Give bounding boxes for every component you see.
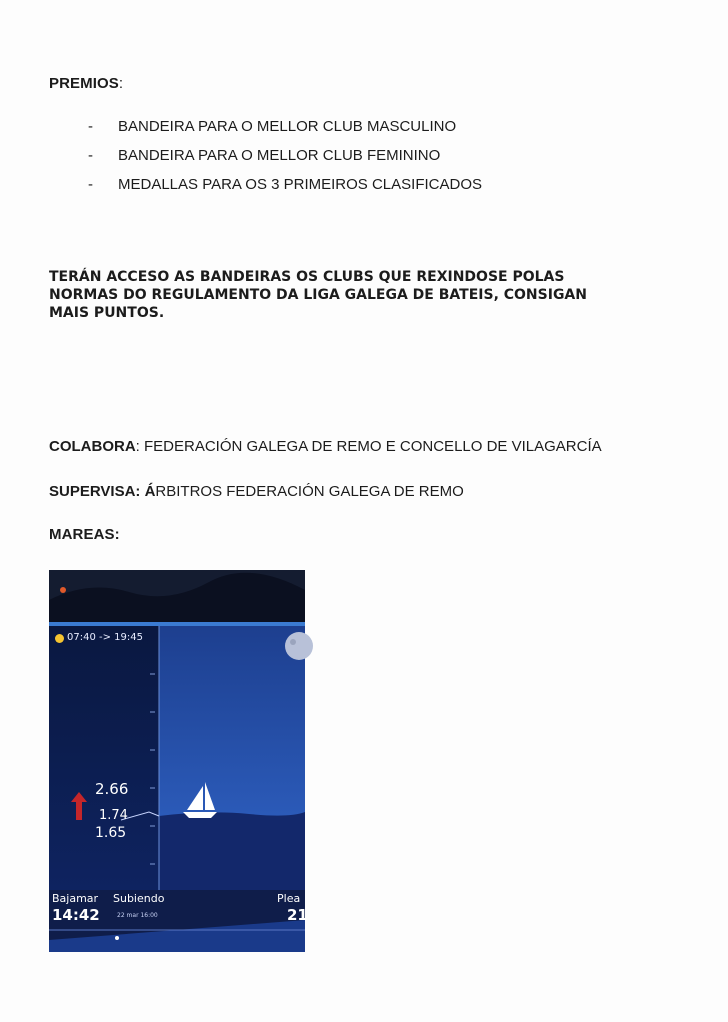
sun-icon (55, 634, 64, 643)
prize-text: BANDEIRA PARA O MELLOR CLUB MASCULINO (118, 118, 457, 135)
rising-label: Subiendo (113, 892, 165, 905)
collaborates-value: : FEDERACIÓN GALEGA DE REMO E CONCELLO DE VILAGARCÍA (135, 438, 602, 455)
moon-crater (290, 639, 296, 645)
list-item (88, 118, 482, 147)
location-marker-icon (60, 587, 66, 593)
collaborates-label: COLABORA (49, 438, 136, 455)
supervises-value: RBITROS FEDERACIÓN GALEGA DE REMO (155, 483, 464, 500)
tide-level-high: 2.66 (95, 780, 129, 798)
prizes-list (88, 118, 482, 205)
tide-level-mid: 1.74 (99, 808, 128, 823)
sun-time: 07:40 -> 19:45 (67, 632, 143, 643)
prizes-heading-colon: : (118, 75, 124, 92)
supervises-line (49, 483, 464, 500)
prizes-heading-text: PREMIOS (49, 75, 119, 92)
collaborates-line (49, 438, 602, 455)
rising-date: 22 mar 16:00 (117, 912, 158, 919)
tide-water (159, 812, 305, 890)
access-note: TERÁN ACCESO AS BANDEIRAS OS CLUBS QUE REXINDOSE POLAS NORMAS DO REGULAMENTO DA LIGA GALEGA DE BATEIS, CONSIGAN MAIS PUNTOS. (49, 269, 587, 321)
list-item (88, 147, 482, 176)
tide-widget (49, 570, 308, 952)
prize-text: BANDEIRA PARA O MELLOR CLUB FEMININO (118, 147, 441, 164)
tide-left-panel (49, 626, 159, 890)
prizes-heading (49, 75, 123, 92)
moon-icon (285, 632, 313, 660)
low-tide-label: Bajamar (52, 892, 99, 905)
high-tide-time: 21 (287, 906, 308, 924)
prize-text: MEDALLAS PARA OS 3 PRIMEIROS CLASIFICADOS (118, 176, 482, 193)
low-tide-time: 14:42 (52, 906, 100, 924)
bullet-dash: - (88, 118, 93, 135)
bullet-dash: - (88, 147, 93, 164)
bullet-dash: - (88, 176, 93, 193)
tide-level-low: 1.65 (95, 825, 127, 841)
supervises-label: SUPERVISA: Á (49, 483, 156, 500)
list-item (88, 176, 482, 205)
high-tide-label: Plea (277, 892, 301, 905)
tide-sky (159, 626, 305, 816)
tides-heading: MAREAS: (49, 526, 120, 543)
timeline-marker (115, 936, 119, 940)
